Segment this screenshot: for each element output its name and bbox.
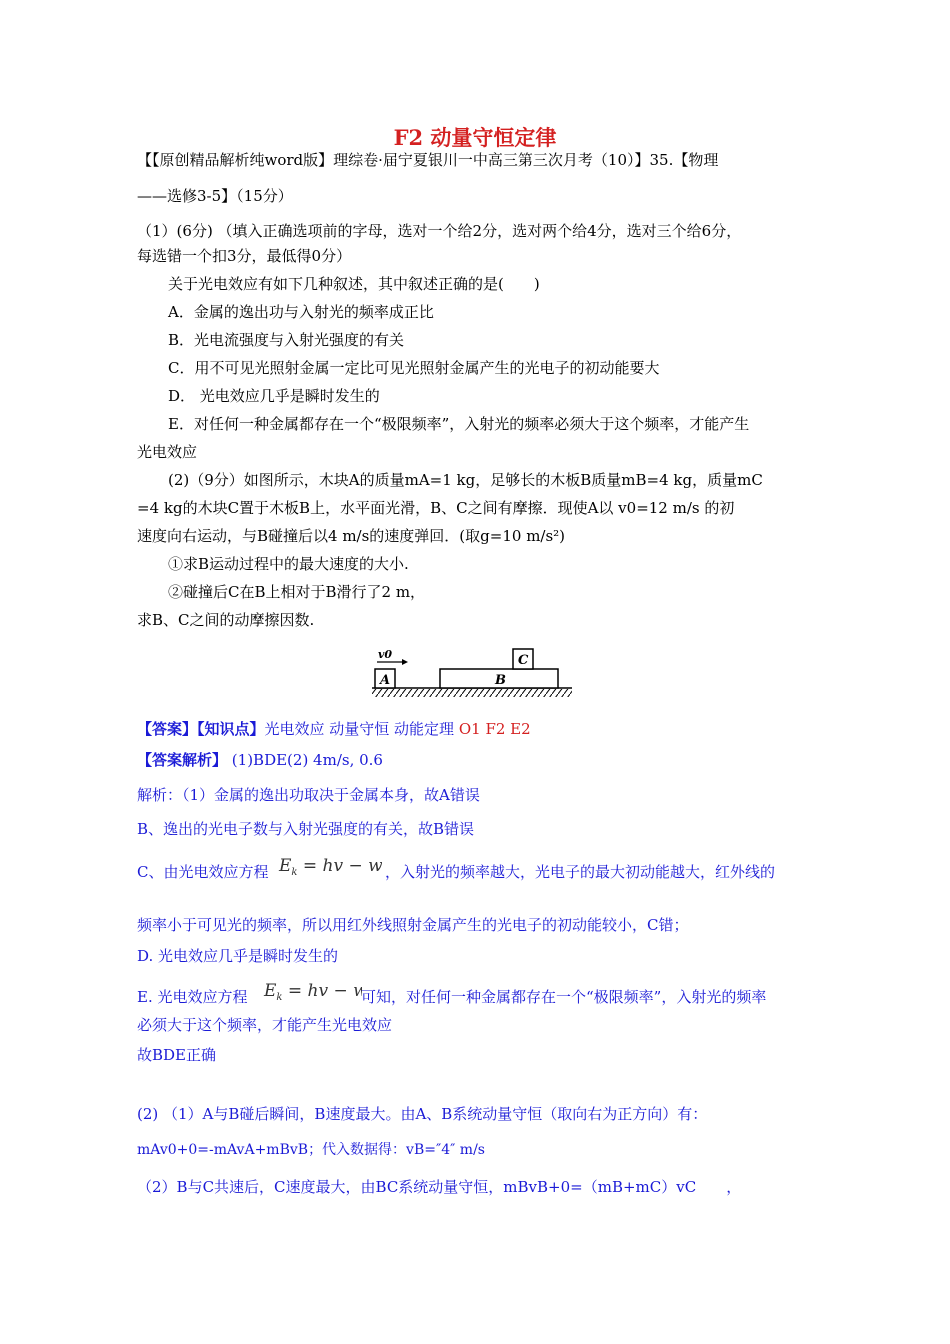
source-header-line1: 【【原创精品解析纯word版】理综卷·届宁夏银川一中高三第三次月考（10）】35.【物理 <box>137 151 719 169</box>
block-a-label: A <box>380 673 391 688</box>
option-a: A．金属的逸出功与入射光的频率成正比 <box>168 303 434 321</box>
option-e-continued: 光电效应 <box>137 443 198 461</box>
question2-line1: (2)（9分）如图所示，木块A的质量mA=1 kg，足够长的木板B质量mB=4 kg，质量mC <box>168 471 763 489</box>
question2-line3: 速度向右运动，与B碰撞后以4 m/s的速度弹回．(取g=10 m/s²) <box>137 527 566 545</box>
analysis-tag: 【答案解析】 <box>137 751 228 769</box>
analysis2-line1: (2) （1）A与B碰后瞬间，B速度最大。由A、B系统动量守恒（取向右为正方向）有： <box>137 1105 708 1123</box>
svg-text:Ek = hv − w: $E_k$ = hv − w <box>264 981 362 1003</box>
svg-text:Ek = hv − w: $E_k$ = hv − w <box>279 856 382 878</box>
knowledge-points: 光电效应 动量守恒 动能定理 <box>264 720 455 738</box>
analysis-line3b: ，入射光的频率越大，光电子的最大初动能越大，红外线的 <box>385 863 776 881</box>
analysis2-line2: mAv0+0=-mAvA+mBvB；代入数据得：vB=″4″ m/s <box>137 1142 485 1158</box>
option-e: E．对任何一种金属都存在一个“极限频率”，入射光的频率必须大于这个频率，才能产生 <box>168 415 750 433</box>
photoelectric-equation-2 <box>262 976 362 1010</box>
answer-header <box>137 718 531 740</box>
answer-result-line <box>137 749 383 771</box>
velocity-label: v0 <box>378 648 393 661</box>
option-b: B．光电流强度与入射光强度的有关 <box>168 331 405 349</box>
board-b-label: B <box>495 673 506 688</box>
page-title: F2 动量守恒定律 <box>393 125 557 150</box>
option-c: C．用不可见光照射金属一定比可见光照射金属产生的光电子的初动能要大 <box>168 359 660 377</box>
analysis2-line3: （2）B与C共速后，C速度最大，由BC系统动量守恒，mBvB+0=（mB+mC）vC ， <box>137 1178 742 1196</box>
question1-stem: 关于光电效应有如下几种叙述，其中叙述正确的是( ) <box>168 275 540 293</box>
analysis-line3a: C、由光电效应方程 <box>137 863 269 881</box>
question2-sub2: ②碰撞后C在B上相对于B滑行了2 m， <box>168 583 426 601</box>
analysis-line8: 故BDE正确 <box>137 1046 216 1064</box>
question2-sub1: ①求B运动过程中的最大速度的大小. <box>168 555 409 573</box>
analysis-line4: 频率小于可见光的频率，所以用红外线照射金属产生的光电子的初动能较小，C错； <box>137 916 689 934</box>
analysis-line7: 必须大于这个频率，才能产生光电效应 <box>137 1016 393 1034</box>
analysis-line6b: 可知，对任何一种金属都存在一个“极限频率”，入射光的频率 <box>361 988 767 1006</box>
block-c-label: C <box>518 653 529 668</box>
question1-instruction-line1: （1）(6分) （填入正确选项前的字母，选对一个给2分，选对两个给4分，选对三个给6分， <box>137 222 742 240</box>
answer-tag: 【答案】【知识点】 <box>137 720 265 738</box>
velocity-arrowhead <box>402 659 408 665</box>
knowledge-codes: O1 F2 E2 <box>458 720 531 738</box>
photoelectric-equation-1 <box>277 851 382 885</box>
analysis-line6a: E. 光电效应方程 <box>137 988 248 1006</box>
question2-sub3: 求B、C之间的动摩擦因数. <box>137 611 315 629</box>
question1-instruction-line2: 每选错一个扣3分，最低得0分） <box>137 247 352 265</box>
physics-diagram <box>372 646 576 704</box>
question2-line2: =4 kg的木块C置于木板B上，水平面光滑，B、C之间有摩擦．现使A以 v0=12 m/s 的初 <box>137 499 735 517</box>
analysis-line1: 解析：（1）金属的逸出功取决于金属本身，故A错误 <box>137 786 480 804</box>
analysis-line5: D. 光电效应几乎是瞬时发生的 <box>137 947 339 965</box>
source-header-line2: ——选修3-5】（15分） <box>137 187 293 205</box>
analysis-line2: B、逸出的光电子数与入射光强度的有关，故B错误 <box>137 820 475 838</box>
ground-hatch <box>372 689 572 697</box>
answer-result: (1)BDE(2) 4m/s, 0.6 <box>231 751 383 769</box>
option-d: D． 光电效应几乎是瞬时发生的 <box>168 387 380 405</box>
